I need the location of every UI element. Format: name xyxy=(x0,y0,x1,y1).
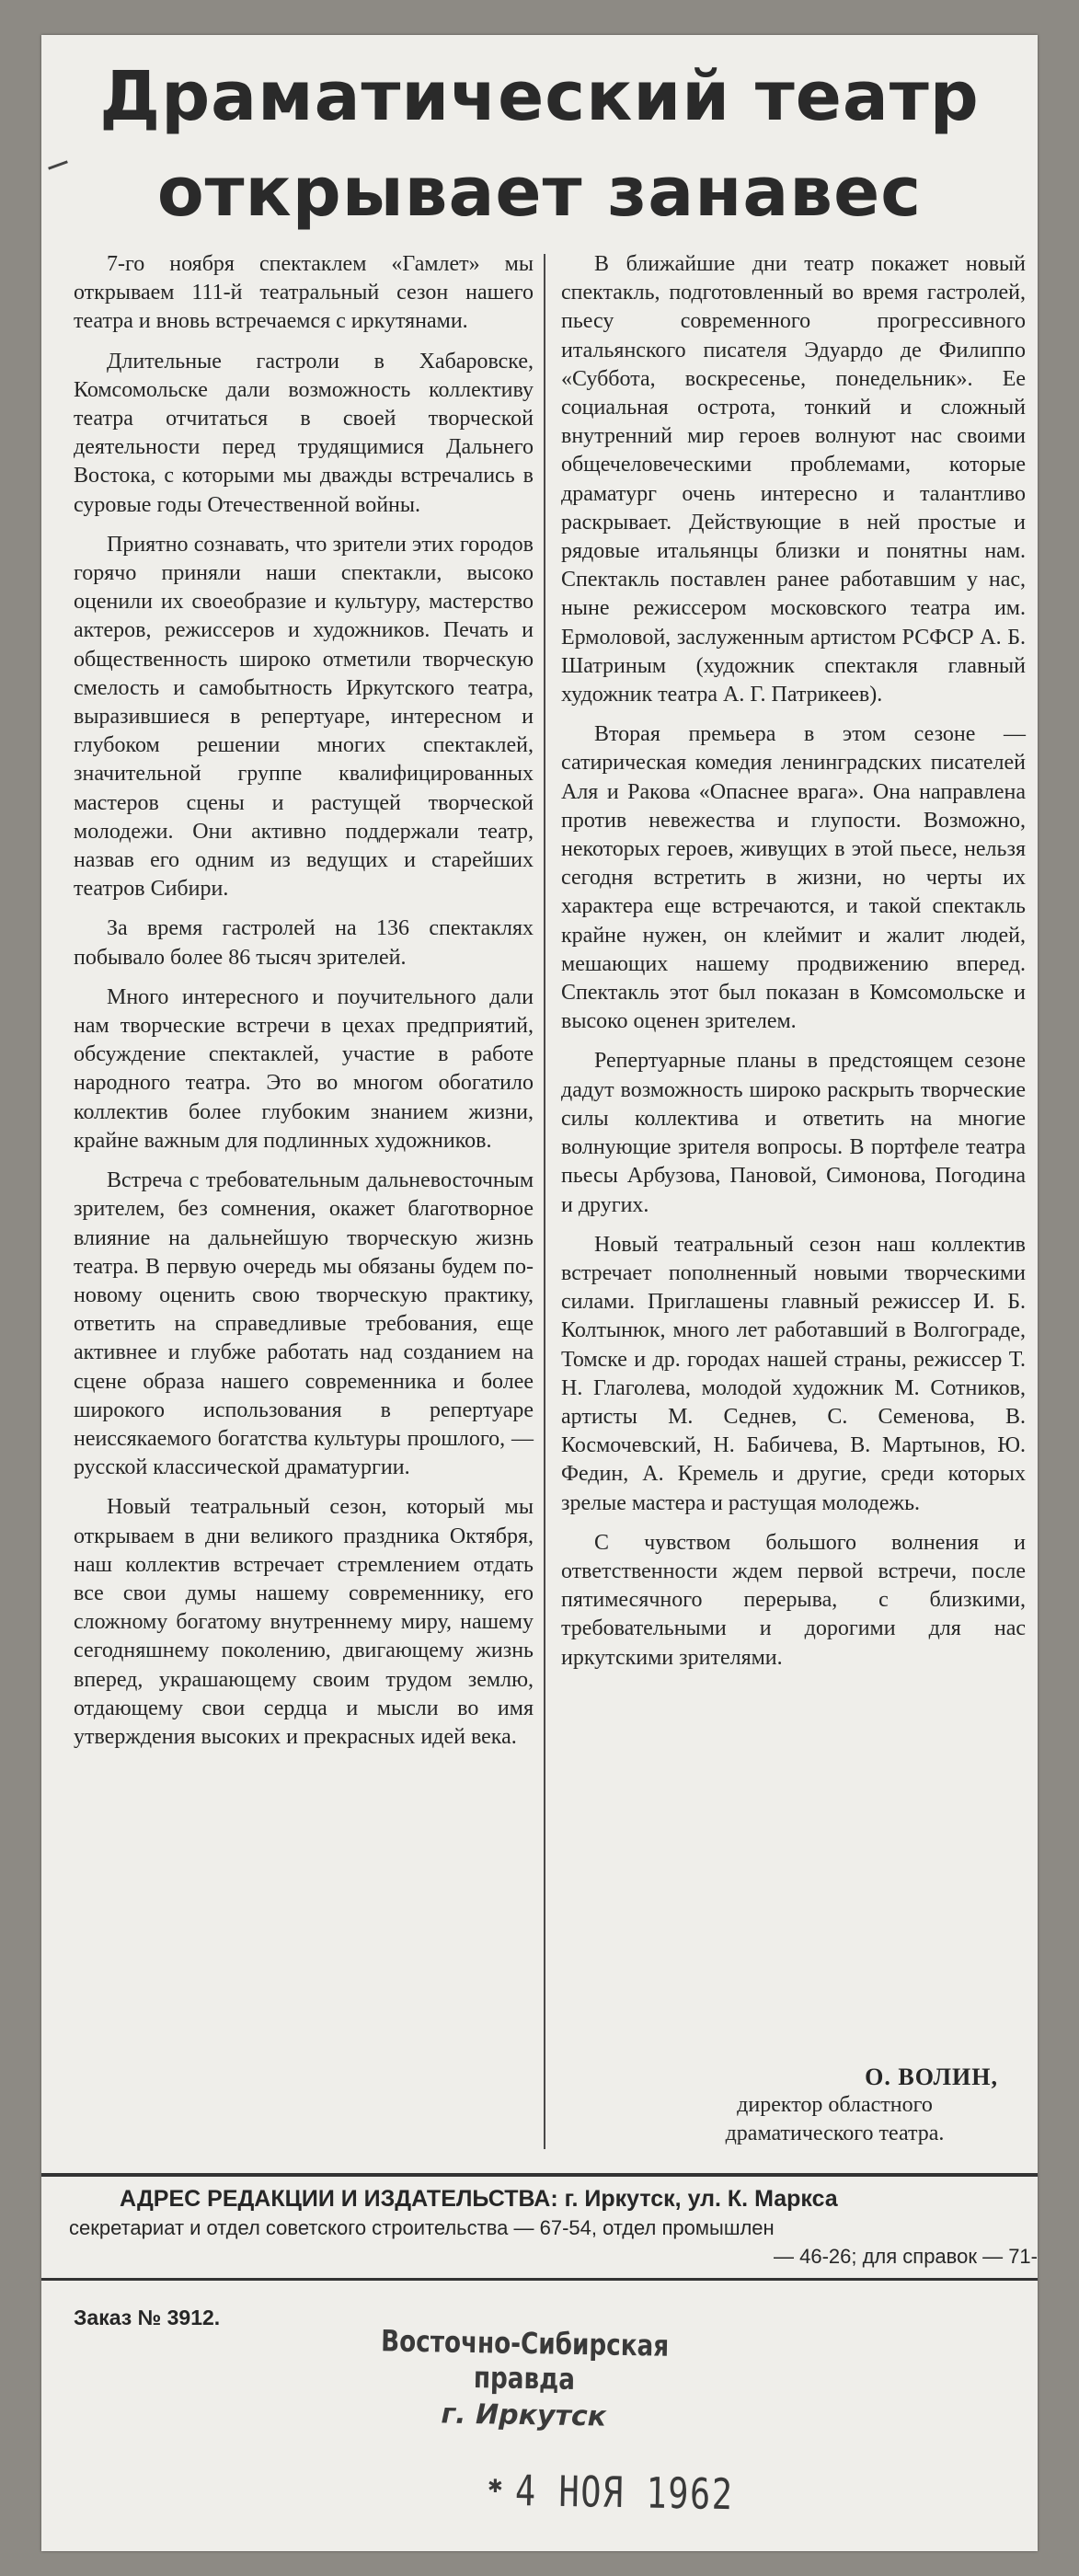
address-line-3: — 46-26; для справок — 71- xyxy=(773,2245,1038,2268)
author-title-line-2: драматического театра. xyxy=(725,2122,945,2145)
address-line-1: АДРЕС РЕДАКЦИИ И ИЗДАТЕЛЬСТВА: г. Иркутск, ул. К. Маркса xyxy=(120,2186,838,2212)
paragraph: Вторая премьера в этом сезоне — сатирическая комедия ленинградских писателей Аля и Ракова «Опаснее врага». Она направлена против невежества и глупости. Возможно, некоторых героев, живущих в этой пьесе, нельзя сегодня встретить в жизни, но черты их характера еще встречаются, и такой спектакль крайне нужен, он клеймит и жалит людей, мешающих нашему продвижению вперед. Спектакль этот был показан в Комсомольске и высоко оценен зрителем. xyxy=(561,722,1026,1034)
column-divider xyxy=(544,254,545,2149)
headline-line-1: Драматический театр xyxy=(99,57,980,136)
paragraph: В ближайшие дни театр покажет новый спектакль, подготовленный во время гастролей, пьесу современного прогрессивного итальянского писателя Эдуардо де Филиппо «Суббота, воскресенье, понедельник». Ее социальная острота, тонкий и сложный внутренний мир героев волнуют нас своими общечеловеческими проблемами, которые драматург очень интересно и талантливо раскрывает. Действующие в ней простые и рядовые итальянцы близки и понятны нам. Спектакль поставлен ранее работавшим у нас, ныне режиссером московского театра им. Ермоловой, заслуженным артистом РСФСР А. Б. Шатриным (художник спектакля главный художник театра А. Г. Патрикеев). xyxy=(561,252,1026,707)
paragraph: Встреча с требовательным дальневосточным зрителем, без сомнения, окажет благотворное влияние на дальнейшую творческую жизнь театра. В первую очередь мы обязаны будем по-новому оценить свою творческую практику, ответить на справедливые требования, еще активнее и глубже работать над созданием на сцене образа нашего современника и более широкого использования в репертуаре неиссякаемого богатства культуры прошлого, — русской классической драматургии. xyxy=(74,1168,534,1480)
article-column-right xyxy=(561,250,1026,1684)
paragraph: За время гастролей на 136 спектаклях побывало более 86 тысяч зрителей. xyxy=(74,916,534,970)
paragraph: Приятно сознавать, что зрители этих городов горячо приняли наши спектакли, высоко оценили их своеобразие и культуру, мастерство актеров, режиссеров и художников. Печать и общественность широко отметили творческую смелость и самобытность Иркутского театра, выразившиеся в репертуаре, интересном и глубоком решении многих спектаклей, значительной группе квалифицированных мастеров сцены и растущей творческой молодежи. Они активно поддержали театр, назвав его одним из ведущих и старейших театров Сибири. xyxy=(74,532,534,902)
stamp-line-1: Восточно-Сибирская правда xyxy=(380,2323,670,2397)
headline-line-2: открывает занавес xyxy=(156,153,923,232)
date-stamp: 4 НОЯ 1962 xyxy=(514,2466,734,2520)
newspaper-stamp xyxy=(293,2322,755,2436)
paragraph: С чувством большого волнения и ответственности ждем первой встречи, после пятимесячного перерыва, с близкими, требовательными и дорогими для нас иркутскими зрителями. xyxy=(561,1530,1026,1670)
address-line-2: секретариат и отдел советского строительства — 67-54, отдел промышлен xyxy=(69,2216,775,2239)
author-title-line-1: директор областного xyxy=(737,2093,933,2117)
footer-rule-top xyxy=(41,2173,1038,2177)
paragraph: 7-го ноября спектаклем «Гамлет» мы открываем 111-й театральный сезон нашего театра и вновь встречаемся с иркутянами. xyxy=(74,252,534,334)
order-number: Заказ № 3912. xyxy=(74,2306,221,2329)
author-signature xyxy=(672,2063,998,2148)
stamp-line-2: г. Иркутск xyxy=(441,2398,607,2433)
paragraph: Новый театральный сезон, который мы открываем в дни великого праздника Октября, наш коллектив встречает стремлением отдать все свои думы нашему современнику, его сложному богатому внутреннему миру, нашему сегодняшнему поколению, двигающему жизнь вперед, украшающему своим трудом землю, отдающему свои сердца и мысли во имя утверждения высоких и прекрасных идей века. xyxy=(74,1495,534,1749)
paragraph: Репертуарные планы в предстоящем сезоне дадут возможность широко раскрыть творческие силы коллектива и ответить на многие волнующие зрителя вопросы. В портфеле театра пьесы Арбузова, Пановой, Симонова, Погодина и других. xyxy=(561,1049,1026,1217)
asterisk-icon: ✱ xyxy=(488,2477,503,2497)
author-name: О. ВОЛИН, xyxy=(865,2064,998,2090)
article-column-left xyxy=(74,250,534,1763)
paragraph: Длительные гастроли в Хабаровске, Комсомольске дали возможность коллективу театра отчитаться в своей творческой деятельности перед трудящимися Дальнего Востока, с которыми мы дважды встречались в суровые годы Отечественной войны. xyxy=(74,349,534,517)
paragraph: Много интересного и поучительного дали нам творческие встречи в цехах предприятий, обсуждение спектаклей, участие в работе народного театра. Это во многом обогатило коллектив более глубоким знанием жизни, крайне важным для подлинных художников. xyxy=(74,984,534,1153)
footer-rule-bottom xyxy=(41,2278,1038,2281)
paragraph: Новый театральный сезон наш коллектив встречает пополненный новыми творческими силами. Приглашены главный режиссер И. Б. Колтынюк, много лет работавший в Волгограде, Томске и др. городах нашей страны, режиссер Т. Н. Глаголева, молодой художник М. Сотников, артисты М. Седнев, С. Семенова, В. Космочевский, Н. Бабичева, В. Мартынов, Ю. Федин, А. Кремель и другие, среди которых зрелые мастера и растущая молодежь. xyxy=(561,1232,1026,1515)
editorial-address xyxy=(69,2185,1038,2271)
